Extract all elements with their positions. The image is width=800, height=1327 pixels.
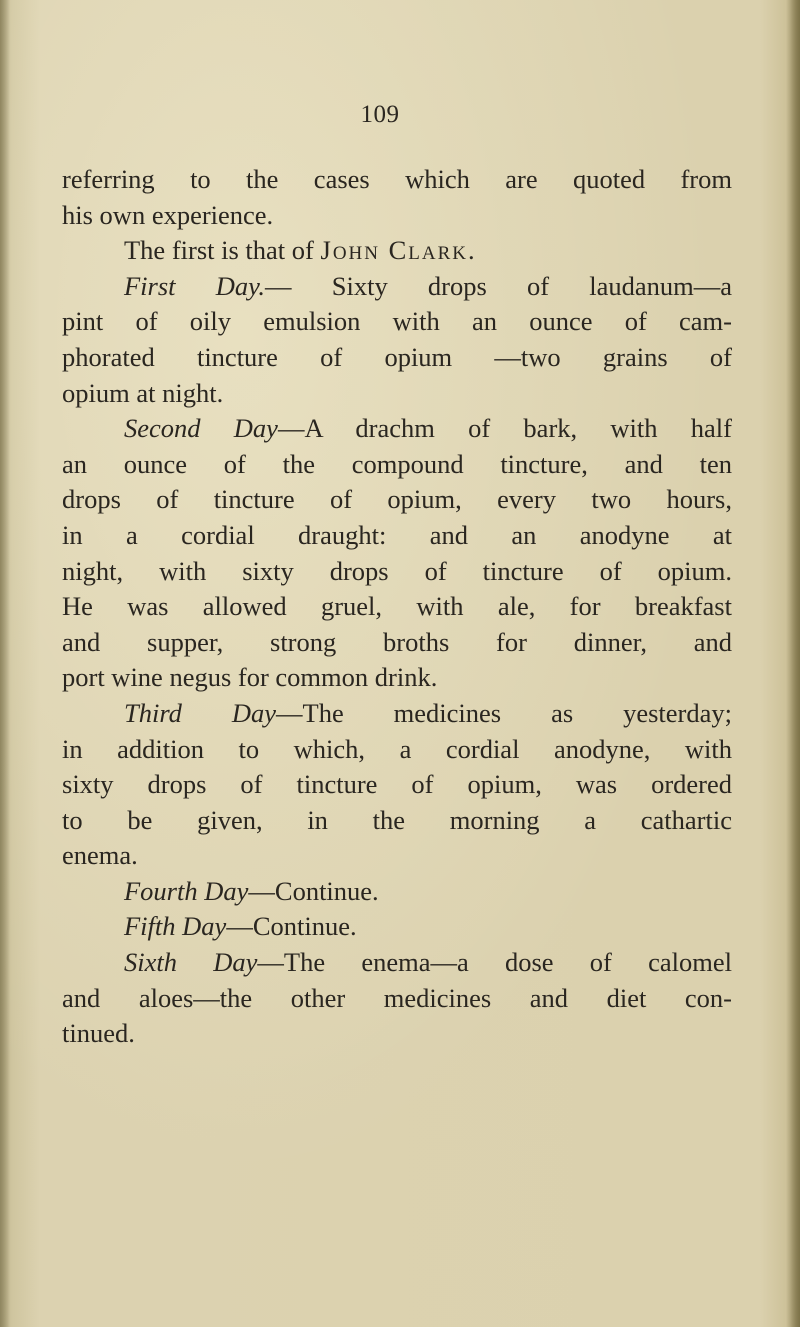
day-heading: Sixth Day: [124, 947, 258, 978]
text-span: —Continue.: [226, 911, 357, 942]
text-line: [62, 874, 732, 910]
text-line: [62, 233, 732, 269]
text-line: phorated tincture of opium —two grains of: [62, 341, 732, 372]
page-right-edge-shadow: [786, 0, 800, 1327]
text-span: —Continue.: [248, 875, 379, 906]
text-line: [62, 696, 732, 732]
text-line: sixty drops of tincture of opium, was ordered: [62, 769, 732, 800]
day-heading: Fourth Day: [124, 875, 249, 906]
text-line: in addition to which, a cordial anodyne, with: [62, 733, 732, 764]
text-line: enema.: [62, 840, 138, 871]
text-line: night, with sixty drops of tincture of opium.: [62, 555, 732, 586]
text-line: [62, 269, 732, 305]
text-line: [62, 945, 732, 981]
text-line: [62, 411, 732, 447]
page-left-edge-shadow: [0, 0, 10, 1327]
text-line: tinued.: [62, 1018, 135, 1049]
text-line: to be given, in the morning a cathartic: [62, 804, 732, 835]
text-span: —A drachm of bark, with half: [277, 413, 732, 444]
text-span: The first is that of: [124, 235, 321, 266]
day-heading: Fifth Day: [124, 911, 227, 942]
text-line: in a cordial draught: and an anodyne at: [62, 519, 732, 550]
day-heading: Third Day: [124, 697, 277, 728]
text-line: port wine negus for common drink.: [62, 662, 438, 693]
text-span: — Sixty drops of laudanum—a: [265, 270, 732, 301]
text-span: —The medicines as yesterday;: [276, 697, 732, 728]
text-line: his own experience.: [62, 199, 274, 230]
body-text: [62, 162, 732, 1052]
text-line: and supper, strong broths for dinner, and: [62, 626, 732, 657]
text-line: opium at night.: [62, 377, 224, 408]
day-heading: Second Day: [124, 413, 278, 444]
text-line: He was allowed gruel, with ale, for breakfast: [62, 591, 732, 622]
patient-name: John Clark.: [320, 235, 477, 266]
text-line: referring to the cases which are quoted from: [62, 164, 732, 194]
text-line: and aloes—the other medicines and diet con-: [62, 982, 732, 1013]
text-span: —The enema—a dose of calomel: [257, 947, 732, 978]
text-line: [62, 909, 732, 945]
page-number: 109: [360, 101, 400, 128]
text-line: an ounce of the compound tincture, and ten: [62, 448, 732, 479]
day-heading: First Day.: [124, 270, 266, 301]
text-line: pint of oily emulsion with an ounce of cam-: [62, 306, 732, 337]
text-line: drops of tincture of opium, every two hours,: [62, 484, 732, 515]
